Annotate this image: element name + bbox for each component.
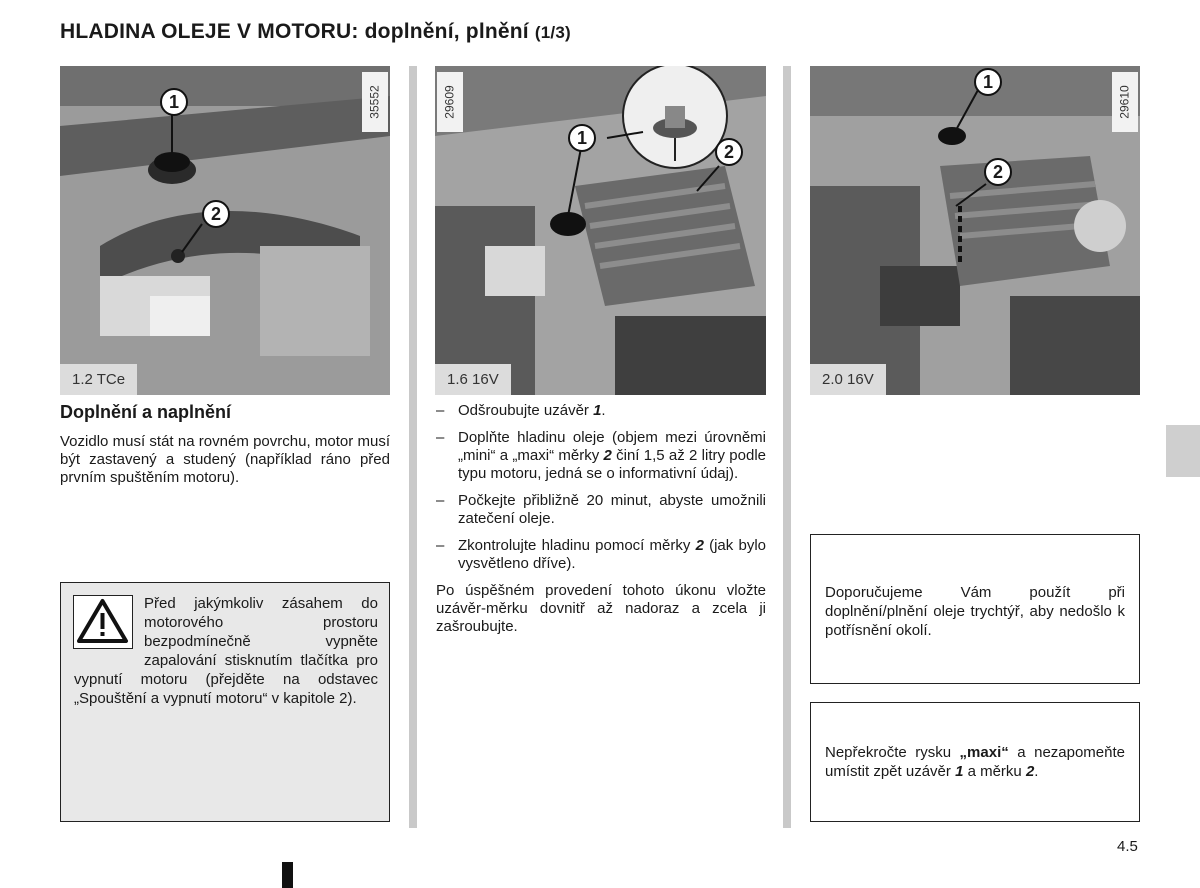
engine-photo-2-0-16v bbox=[810, 66, 1140, 395]
procedure-steps bbox=[436, 402, 766, 636]
image-code: 29610 bbox=[1112, 72, 1138, 132]
title-main: HLADINA OLEJE V MOTORU: doplnění, plnění bbox=[60, 20, 529, 43]
engine-illustration bbox=[60, 66, 390, 395]
callout-1: 1 bbox=[160, 88, 188, 116]
callout-2: 2 bbox=[202, 200, 230, 228]
page-number: 4.5 bbox=[1117, 838, 1138, 855]
engine-label: 1.2 TCe bbox=[60, 364, 137, 395]
engine-photo-1-2-tce bbox=[60, 66, 390, 395]
image-code: 29609 bbox=[437, 72, 463, 132]
edge-marker bbox=[282, 862, 293, 888]
note-box-maxi bbox=[810, 702, 1140, 822]
callout-1: 1 bbox=[974, 68, 1002, 96]
section-intro: Vozidlo musí stát na rovném povrchu, motor musí být zastavený a studený (například ráno před prvním spuštěním motoru). bbox=[60, 433, 390, 486]
warning-text: Před jakýmkoliv zásahem do motorového prostoru bezpodmínečně vypněte zapalování stisknutím tlačítka pro vypnutí motoru (přejděte na odstavec „Spouštění a vypnutí motoru“ v kapitole 2). bbox=[74, 595, 378, 707]
column-divider-left bbox=[409, 66, 417, 828]
warning-box bbox=[60, 582, 390, 822]
callout-2: 2 bbox=[715, 138, 743, 166]
section-heading: Doplnění a naplnění bbox=[60, 402, 232, 422]
note-funnel-text: Doporučujeme Vám použít při doplnění/plnění oleje trychtýř, aby nedošlo k potřísnění okolí. bbox=[825, 584, 1125, 639]
engine-photo-1-6-16v bbox=[435, 66, 766, 395]
note-maxi-text: Nepřekročte rysku „maxi“ a nezapomeňte umístit zpět uzávěr 1 a měrku 2. bbox=[825, 744, 1125, 780]
column-divider-right bbox=[783, 66, 791, 828]
engine-label: 2.0 16V bbox=[810, 364, 886, 395]
step-item: – Zkontrolujte hladinu pomocí měrky 2 (jak bylo vysvětleno dříve). bbox=[436, 537, 766, 572]
image-code: 35552 bbox=[362, 72, 388, 132]
chapter-tab bbox=[1166, 425, 1200, 477]
title-part: (1/3) bbox=[534, 23, 571, 42]
step-item: – Doplňte hladinu oleje (objem mezi úrovněmi „mini“ a „maxi“ měrky 2 činí 1,5 až 2 litry podle typu motoru, jedná se o informativní údaj). bbox=[436, 429, 766, 482]
callout-2: 2 bbox=[984, 158, 1012, 186]
callout-1: 1 bbox=[568, 124, 596, 152]
note-box-funnel bbox=[810, 534, 1140, 684]
engine-illustration bbox=[435, 66, 766, 395]
step-item: – Odšroubujte uzávěr 1. bbox=[436, 402, 606, 419]
step-item: – Počkejte přibližně 20 minut, abyste umožnili zatečení oleje. bbox=[436, 492, 766, 527]
page-title bbox=[60, 20, 571, 44]
closing-paragraph: Po úspěšném provedení tohoto úkonu vložte uzávěr-měrku dovnitř až nadoraz a zcela ji zašroubujte. bbox=[436, 582, 766, 635]
engine-illustration bbox=[810, 66, 1140, 395]
engine-label: 1.6 16V bbox=[435, 364, 511, 395]
